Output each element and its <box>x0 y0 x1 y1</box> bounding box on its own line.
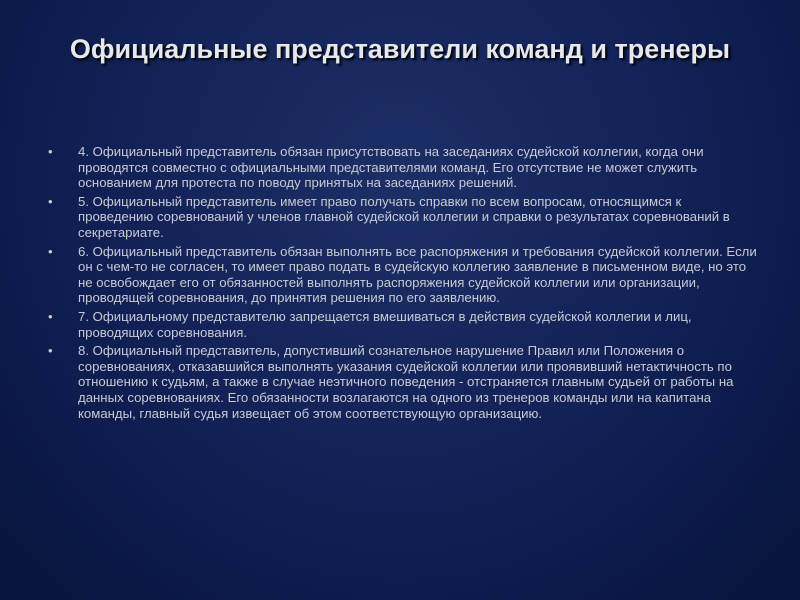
bullet-list <box>48 144 760 424</box>
list-item <box>48 244 760 306</box>
list-item <box>48 343 760 421</box>
list-item-text: 6. Официальный представитель обязан выполнять все распоряжения и требования судейской коллегии. Если он с чем-то не согласен, то имеет право подать в судейскую коллегию заявление в письменном виде, но это не освобождает его от обязанностей выполнять распоряжения судейской коллегии или организации, проводящей соревнования, до принятия решения по его заявлению. <box>78 243 757 306</box>
bullet-icon: • <box>48 144 53 159</box>
list-item <box>48 309 760 340</box>
bullet-icon: • <box>48 243 53 259</box>
bullet-icon: • <box>48 343 53 359</box>
bullet-icon: • <box>48 308 53 324</box>
list-item-text: 7. Официальному представителю запрещается вмешиваться в действия судейской коллегии и лиц, проводящих соревнования. <box>78 308 692 340</box>
bullet-icon: • <box>48 193 53 209</box>
list-item <box>48 194 760 241</box>
list-item-text: 8. Официальный представитель, допустивший сознательное нарушение Правил или Положения о соревнованиях, отказавшийся выполнять указания судейской коллегии или проявивший нетактичность по отношению к судьям, а также в случае неэтичного поведения - отстраняется главным судьей от работы на данных соревнованиях. Его обязанности возлагаются на одного из тренеров команды или на капитана команды, главный судья извещает об этом соответствующую организацию. <box>78 343 734 421</box>
list-item-text: 5. Официальный представитель имеет право получать справки по всем вопросам, относящимся к проведению соревнований у членов главной судейской коллегии и справки о результатах соревнований в секретариате. <box>78 193 730 240</box>
list-item-text: 4. Официальный представитель обязан присутствовать на заседаниях судейской коллегии, когда они проводятся совместно с официальными представителями команд. Его отсутствие не может служить основанием для протеста по поводу принятых на заседаниях решений. <box>78 144 704 191</box>
slide-title: Официальные представители команд и тренеры <box>69 34 731 64</box>
list-item <box>48 144 760 191</box>
